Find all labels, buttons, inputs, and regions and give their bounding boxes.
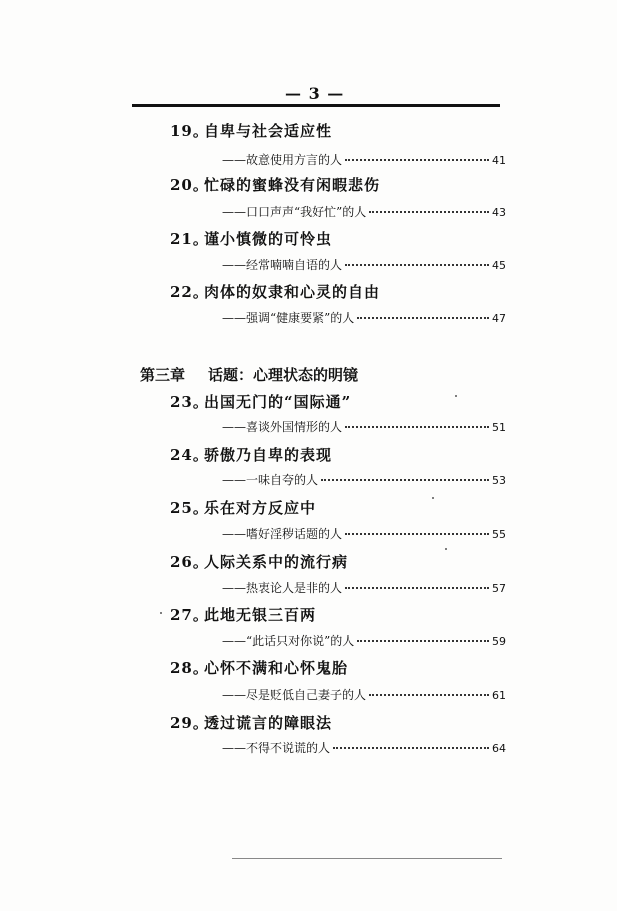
entry-number: 29。	[170, 714, 209, 732]
dot-leader	[345, 533, 489, 535]
entry-number: 20。	[170, 176, 209, 194]
toc-entry-subtitle[interactable]	[222, 471, 506, 488]
entry-title-text: 乐在对方反应中	[204, 499, 317, 517]
toc-entry-title[interactable]	[170, 657, 348, 678]
dot-leader	[345, 426, 489, 428]
toc-entry-title[interactable]	[170, 551, 348, 572]
entry-number: 23。	[170, 393, 209, 411]
entry-subtitle-text: ——口口声声“我好忙”的人	[222, 205, 367, 219]
entry-title-text: 自卑与社会适应性	[204, 122, 333, 140]
chapter-heading[interactable]	[140, 364, 358, 385]
entry-number: 25。	[170, 499, 209, 517]
entry-title-text: 心怀不满和心怀鬼胎	[204, 659, 349, 677]
entry-page-number: 64	[492, 742, 506, 755]
dot-leader	[369, 211, 489, 213]
toc-entry-title[interactable]	[170, 712, 332, 733]
dot-leader	[345, 587, 489, 589]
entry-number: 26。	[170, 553, 209, 571]
entry-subtitle-text: ——喜谈外国情形的人	[222, 420, 343, 434]
entry-title-text: 此地无银三百两	[204, 606, 317, 624]
toc-entry-subtitle[interactable]	[222, 579, 506, 596]
entry-page-number: 51	[492, 421, 506, 434]
entry-number: 24。	[170, 446, 209, 464]
entry-page-number: 45	[492, 259, 506, 272]
dot-leader	[357, 317, 489, 319]
entry-subtitle-text: ——强调“健康要紧”的人	[222, 311, 355, 325]
toc-entry-title[interactable]	[170, 444, 332, 465]
toc-entry-subtitle[interactable]	[222, 151, 506, 168]
chapter-title: 话题：心理状态的明镜	[208, 366, 359, 384]
toc-entry-subtitle[interactable]	[222, 632, 506, 649]
entry-page-number: 55	[492, 528, 506, 541]
entry-title-text: 谨小慎微的可怜虫	[204, 230, 333, 248]
entry-number: 28。	[170, 659, 209, 677]
entry-title-text: 人际关系中的流行病	[204, 553, 349, 571]
toc-entry-title[interactable]	[170, 281, 380, 302]
toc-entry-title[interactable]	[170, 174, 380, 195]
toc-entry-subtitle[interactable]	[222, 739, 506, 756]
toc-entry-title[interactable]	[170, 391, 351, 412]
entry-page-number: 59	[492, 635, 506, 648]
entry-page-number: 43	[492, 206, 506, 219]
entry-title-text: 骄傲乃自卑的表现	[204, 446, 333, 464]
chapter-label: 第三章	[140, 366, 186, 384]
scan-speck	[432, 497, 434, 499]
entry-subtitle-text: ——热衷论人是非的人	[222, 581, 343, 595]
entry-subtitle-text: ——不得不说谎的人	[222, 741, 331, 755]
toc-entry-subtitle[interactable]	[222, 525, 506, 542]
toc-entry-title[interactable]	[170, 497, 316, 518]
entry-subtitle-text: ——一味自夸的人	[222, 473, 319, 487]
entry-subtitle-text: ——“此话只对你说”的人	[222, 634, 355, 648]
dot-leader	[357, 640, 489, 642]
dot-leader	[321, 479, 489, 481]
footer-rule	[232, 858, 502, 859]
entry-title-text: 透过谎言的障眼法	[204, 714, 333, 732]
entry-number: 21。	[170, 230, 209, 248]
entry-subtitle-text: ——嗜好淫秽话题的人	[222, 527, 343, 541]
entry-title-text: 出国无门的“国际通”	[204, 393, 352, 411]
entry-number: 19。	[170, 122, 209, 140]
entry-subtitle-text: ——尽是贬低自己妻子的人	[222, 688, 367, 702]
entry-page-number: 57	[492, 582, 506, 595]
entry-title-text: 忙碌的蜜蜂没有闲暇悲伤	[204, 176, 381, 194]
toc-entry-subtitle[interactable]	[222, 309, 506, 326]
dot-leader	[345, 159, 489, 161]
dot-leader	[369, 694, 489, 696]
toc-entry-subtitle[interactable]	[222, 256, 506, 273]
toc-entry-subtitle[interactable]	[222, 686, 506, 703]
entry-number: 27。	[170, 606, 209, 624]
toc-entry-title[interactable]	[170, 604, 316, 625]
page-number: — 3 —	[285, 84, 345, 103]
entry-page-number: 41	[492, 154, 506, 167]
entry-page-number: 53	[492, 474, 506, 487]
entry-number: 22。	[170, 283, 209, 301]
entry-title-text: 肉体的奴隶和心灵的自由	[204, 283, 381, 301]
scan-speck	[160, 612, 162, 614]
toc-entry-subtitle[interactable]	[222, 418, 506, 435]
entry-page-number: 47	[492, 312, 506, 325]
entry-subtitle-text: ——经常喃喃自语的人	[222, 258, 343, 272]
entry-page-number: 61	[492, 689, 506, 702]
dot-leader	[345, 264, 489, 266]
scan-speck	[445, 548, 447, 550]
dot-leader	[333, 747, 489, 749]
entry-subtitle-text: ——故意使用方言的人	[222, 153, 343, 167]
header-rule	[132, 104, 500, 107]
toc-entry-title[interactable]	[170, 120, 332, 141]
toc-entry-title[interactable]	[170, 228, 332, 249]
scan-speck	[455, 395, 457, 397]
toc-entry-subtitle[interactable]	[222, 203, 506, 220]
